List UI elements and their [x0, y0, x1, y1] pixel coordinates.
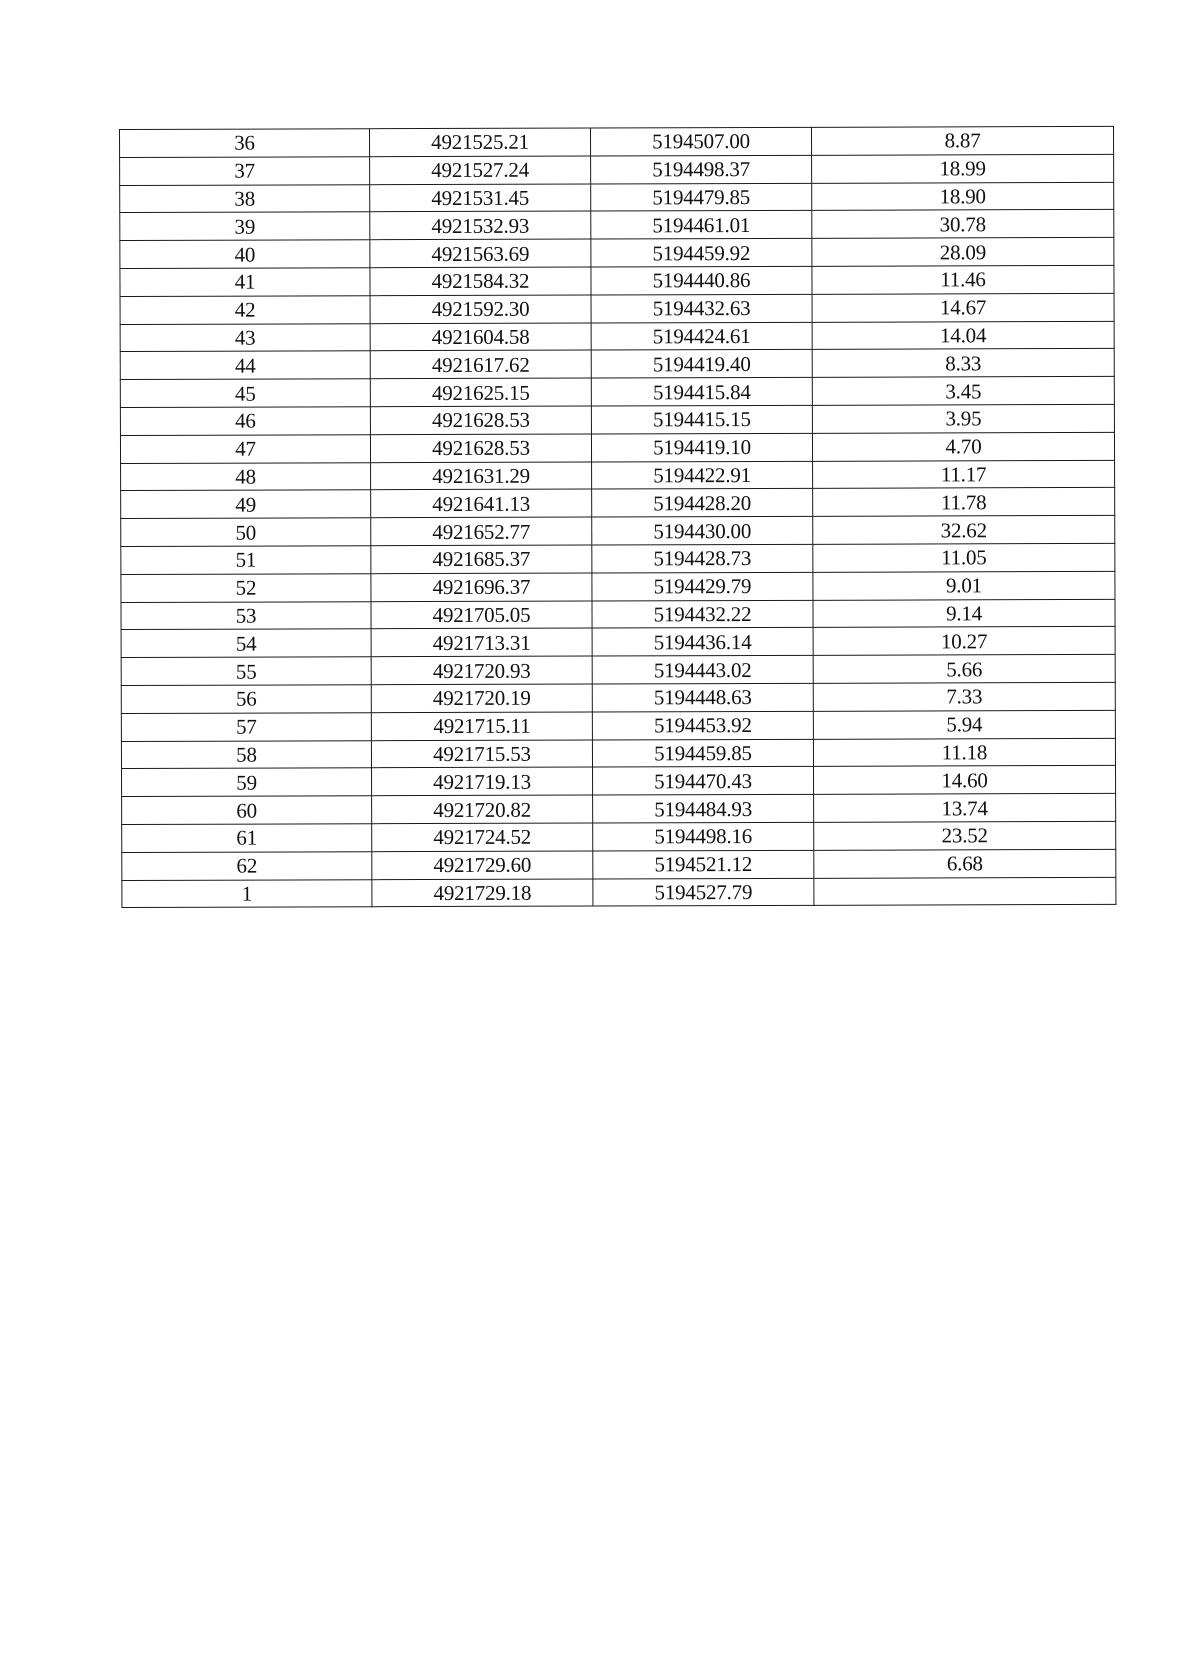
point-number-cell: 38: [120, 184, 370, 213]
y-coordinate-cell: 5194429.79: [592, 572, 813, 600]
table-row: [121, 627, 1115, 658]
point-number-cell: 40: [120, 240, 370, 269]
distance-cell: 32.62: [813, 516, 1115, 545]
distance-cell: 14.67: [812, 293, 1114, 322]
point-number-cell: 46: [120, 407, 370, 436]
point-number-cell: 49: [121, 490, 371, 519]
table-row: [121, 738, 1115, 769]
table-row: [122, 877, 1116, 908]
x-coordinate-cell: 4921729.18: [372, 879, 593, 907]
table-row: [121, 710, 1115, 741]
y-coordinate-cell: 5194424.61: [591, 322, 812, 350]
y-coordinate-cell: 5194459.85: [592, 739, 813, 767]
x-coordinate-cell: 4921617.62: [370, 350, 591, 378]
table-row: [121, 571, 1115, 602]
x-coordinate-cell: 4921724.52: [372, 823, 593, 851]
point-number-cell: 53: [121, 601, 371, 630]
table-row: [120, 154, 1114, 185]
distance-cell: 5.94: [813, 710, 1115, 739]
table-row: [122, 821, 1116, 852]
x-coordinate-cell: 4921527.24: [370, 156, 591, 184]
distance-cell: 5.66: [813, 655, 1115, 684]
x-coordinate-cell: 4921525.21: [370, 128, 591, 156]
x-coordinate-cell: 4921729.60: [372, 851, 593, 879]
y-coordinate-cell: 5194419.40: [591, 350, 812, 378]
point-number-cell: 51: [121, 546, 371, 575]
y-coordinate-cell: 5194443.02: [592, 655, 813, 683]
y-coordinate-cell: 5194498.16: [593, 822, 814, 850]
point-number-cell: 54: [121, 629, 371, 658]
distance-cell: 28.09: [812, 238, 1114, 267]
y-coordinate-cell: 5194430.00: [592, 516, 813, 544]
distance-cell: 3.45: [812, 377, 1114, 406]
x-coordinate-cell: 4921628.53: [370, 434, 591, 462]
y-coordinate-cell: 5194507.00: [590, 127, 811, 155]
coordinates-table-body: [120, 126, 1116, 907]
x-coordinate-cell: 4921631.29: [371, 462, 592, 490]
table-row: [121, 599, 1115, 630]
point-number-cell: 43: [120, 323, 370, 352]
x-coordinate-cell: 4921720.82: [372, 795, 593, 823]
point-number-cell: 55: [121, 657, 371, 686]
x-coordinate-cell: 4921720.19: [371, 684, 592, 712]
x-coordinate-cell: 4921628.53: [370, 406, 591, 434]
y-coordinate-cell: 5194459.92: [591, 239, 812, 267]
x-coordinate-cell: 4921563.69: [370, 239, 591, 267]
distance-cell: 30.78: [812, 210, 1114, 239]
table-row: [121, 460, 1115, 491]
y-coordinate-cell: 5194521.12: [593, 850, 814, 878]
x-coordinate-cell: 4921720.93: [371, 656, 592, 684]
distance-cell: 11.05: [813, 543, 1115, 572]
x-coordinate-cell: 4921531.45: [370, 184, 591, 212]
x-coordinate-cell: 4921696.37: [371, 573, 592, 601]
y-coordinate-cell: 5194432.22: [592, 600, 813, 628]
distance-cell: 9.14: [813, 599, 1115, 628]
y-coordinate-cell: 5194415.15: [591, 405, 812, 433]
distance-cell: 4.70: [812, 432, 1114, 461]
x-coordinate-cell: 4921592.30: [370, 295, 591, 323]
distance-cell: 8.87: [811, 126, 1113, 155]
y-coordinate-cell: 5194419.10: [591, 433, 812, 461]
point-number-cell: 42: [120, 295, 370, 324]
y-coordinate-cell: 5194436.14: [592, 628, 813, 656]
distance-cell: 18.90: [812, 182, 1114, 211]
table-row: [120, 293, 1114, 324]
point-number-cell: 39: [120, 212, 370, 241]
point-number-cell: 57: [121, 712, 371, 741]
point-number-cell: 45: [120, 379, 370, 408]
table-row: [120, 238, 1114, 269]
y-coordinate-cell: 5194453.92: [592, 711, 813, 739]
x-coordinate-cell: 4921713.31: [371, 628, 592, 656]
point-number-cell: 36: [120, 129, 370, 158]
y-coordinate-cell: 5194498.37: [591, 155, 812, 183]
y-coordinate-cell: 5194527.79: [593, 878, 814, 906]
x-coordinate-cell: 4921705.05: [371, 601, 592, 629]
y-coordinate-cell: 5194432.63: [591, 294, 812, 322]
x-coordinate-cell: 4921715.53: [371, 740, 592, 768]
point-number-cell: 41: [120, 268, 370, 297]
table-row: [121, 655, 1115, 686]
y-coordinate-cell: 5194484.93: [593, 794, 814, 822]
table-row: [120, 182, 1114, 213]
distance-cell: 11.46: [812, 265, 1114, 294]
distance-cell: 14.04: [812, 321, 1114, 350]
distance-cell: 18.99: [812, 154, 1114, 183]
y-coordinate-cell: 5194448.63: [592, 683, 813, 711]
x-coordinate-cell: 4921652.77: [371, 517, 592, 545]
table-row: [120, 210, 1114, 241]
table-row: [120, 432, 1114, 463]
point-number-cell: 47: [120, 434, 370, 463]
point-number-cell: 59: [122, 768, 372, 797]
x-coordinate-cell: 4921584.32: [370, 267, 591, 295]
point-number-cell: 52: [121, 573, 371, 602]
x-coordinate-cell: 4921604.58: [370, 323, 591, 351]
y-coordinate-cell: 5194440.86: [591, 266, 812, 294]
table-row: [120, 349, 1114, 380]
table-row: [121, 516, 1115, 547]
point-number-cell: 1: [122, 879, 372, 908]
y-coordinate-cell: 5194428.20: [592, 489, 813, 517]
point-number-cell: 50: [121, 518, 371, 547]
distance-cell: 13.74: [814, 793, 1116, 822]
y-coordinate-cell: 5194428.73: [592, 544, 813, 572]
distance-cell: 11.78: [813, 488, 1115, 517]
table-row: [121, 682, 1115, 713]
distance-cell: 10.27: [813, 627, 1115, 656]
distance-cell: 9.01: [813, 571, 1115, 600]
x-coordinate-cell: 4921719.13: [372, 767, 593, 795]
point-number-cell: 61: [122, 824, 372, 853]
point-number-cell: 58: [121, 740, 371, 769]
x-coordinate-cell: 4921641.13: [371, 489, 592, 517]
y-coordinate-cell: 5194422.91: [592, 461, 813, 489]
point-number-cell: 60: [122, 796, 372, 825]
distance-cell: [814, 877, 1116, 906]
table-row: [120, 377, 1114, 408]
y-coordinate-cell: 5194415.84: [591, 377, 812, 405]
point-number-cell: 37: [120, 157, 370, 186]
table-row: [122, 849, 1116, 880]
table-row: [121, 488, 1115, 519]
table-row: [120, 126, 1114, 157]
point-number-cell: 56: [121, 685, 371, 714]
x-coordinate-cell: 4921685.37: [371, 545, 592, 573]
x-coordinate-cell: 4921715.11: [371, 712, 592, 740]
distance-cell: 11.18: [813, 738, 1115, 767]
coordinates-table: [119, 126, 1116, 908]
distance-cell: 8.33: [812, 349, 1114, 378]
table-row: [122, 793, 1116, 824]
table-row: [120, 404, 1114, 435]
y-coordinate-cell: 5194479.85: [591, 183, 812, 211]
table-row: [120, 321, 1114, 352]
distance-cell: 3.95: [812, 404, 1114, 433]
distance-cell: 23.52: [814, 821, 1116, 850]
y-coordinate-cell: 5194470.43: [593, 767, 814, 795]
distance-cell: 14.60: [814, 766, 1116, 795]
point-number-cell: 44: [120, 351, 370, 380]
distance-cell: 7.33: [813, 682, 1115, 711]
distance-cell: 11.17: [813, 460, 1115, 489]
x-coordinate-cell: 4921625.15: [370, 378, 591, 406]
table-row: [122, 766, 1116, 797]
point-number-cell: 62: [122, 851, 372, 880]
distance-cell: 6.68: [814, 849, 1116, 878]
point-number-cell: 48: [121, 462, 371, 491]
table-row: [121, 543, 1115, 574]
x-coordinate-cell: 4921532.93: [370, 211, 591, 239]
y-coordinate-cell: 5194461.01: [591, 211, 812, 239]
table-row: [120, 265, 1114, 296]
